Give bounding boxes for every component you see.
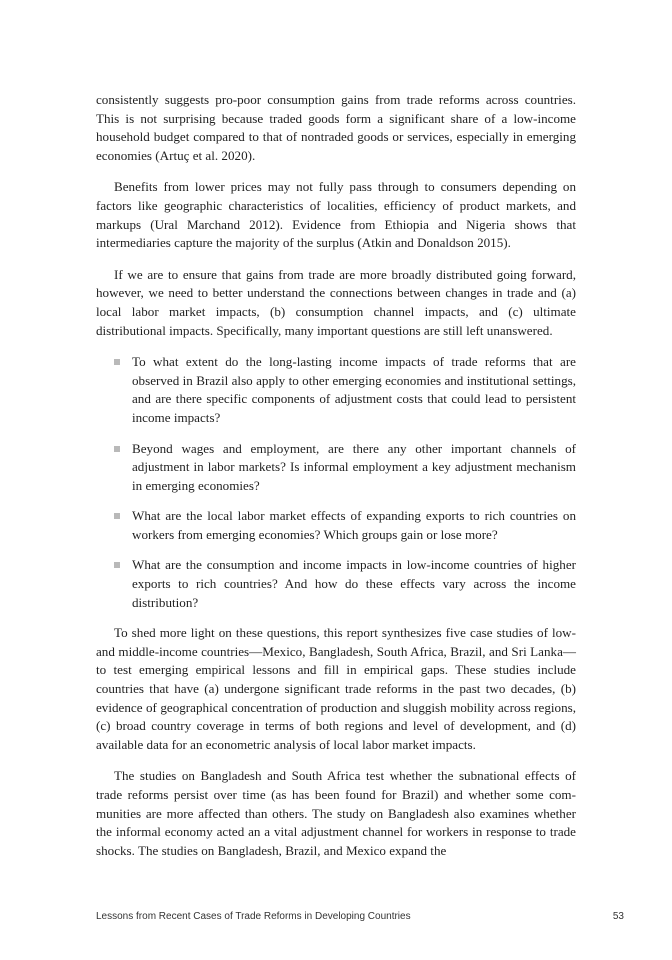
paragraph-open-questions: If we are to ensure that gains from trade are more broadly distributed going forward, however, we need to better understand the connections between changes in trade and (a) local labor market impacts, (b) consumption channel impacts, and (c) ultimate distributional impacts. Specifically, many important questions are still left unanswered.: [96, 266, 576, 338]
list-item-text: What are the consumption and income impacts in low-income countries of higher exports to rich countries? And how do these effects vary across the income distribution?: [132, 557, 576, 610]
questions-list: [96, 353, 576, 612]
square-bullet-icon: [114, 513, 120, 519]
list-item-text: What are the local labor market effects of expanding exports to rich countries on workers from emerging economies? Which groups gain or lose more?: [132, 508, 576, 542]
square-bullet-icon: [114, 446, 120, 452]
page-number: 53: [612, 911, 624, 922]
page-body: [96, 91, 576, 873]
page-footer: [96, 911, 624, 922]
list-item: [132, 556, 576, 612]
list-item-text: Beyond wages and employment, are there any other important channels of adjustment in labor markets? Is informal employment a key adjustment mechanism in emerging economies?: [132, 440, 576, 493]
list-item: [132, 440, 576, 496]
paragraph-studies-detail: The studies on Bangladesh and South Africa test whether the subnational effects of trade reforms persist over time (as has been found for Brazil) and whether some communities are more affected than others. The study on Bangladesh also examines whether the informal economy acted an a vital adjustment channel for workers in response to trade shocks. The studies on Bangladesh, Brazil, and Mexico expand the: [96, 768, 576, 858]
paragraph-case-studies: To shed more light on these questions, this report synthesizes five case studies of low- and middle-income countries—Mexico, Bangladesh, South Africa, Brazil, and Sri Lanka—to test emerging empirical lessons and fill in empirical gaps. These studies include countries that have (a) undergone significant trade reforms in the past two decades, (b) evidence of geographical concentration of production and sluggish mobility across regions, (c) broad country coverage in terms of both regions and level of development, and (d) available data for an econometric analysis of local labor market impacts.: [96, 625, 576, 752]
list-item: [132, 507, 576, 544]
square-bullet-icon: [114, 359, 120, 365]
paragraph-price-pass-through: Benefits from lower prices may not fully pass through to consumers depending on factors like geographic characteristics of localities, efficiency of product markets, and markups (Ural Marchand 2012). Evidence from Ethiopia and Nigeria shows that intermediaries capture the majority of the surplus (Atkin and Donaldson 2015).: [96, 179, 576, 251]
paragraph-continued: consistently suggests pro-poor consumption gains from trade reforms across countries. This is not surprising because traded goods form a significant share of a low-income household budget compared to that of nontraded goods or services, especially in emerging economies (Artuç et al. 2020).: [96, 92, 576, 163]
running-title: Lessons from Recent Cases of Trade Reforms in Developing Countries: [96, 911, 411, 922]
list-item: [132, 353, 576, 427]
square-bullet-icon: [114, 562, 120, 568]
list-item-text: To what extent do the long-lasting income impacts of trade reforms that are observed in Brazil also apply to other emerging economies and institutional settings, and are there specific components of adjustment costs that could lead to persistent income impacts?: [132, 354, 576, 425]
